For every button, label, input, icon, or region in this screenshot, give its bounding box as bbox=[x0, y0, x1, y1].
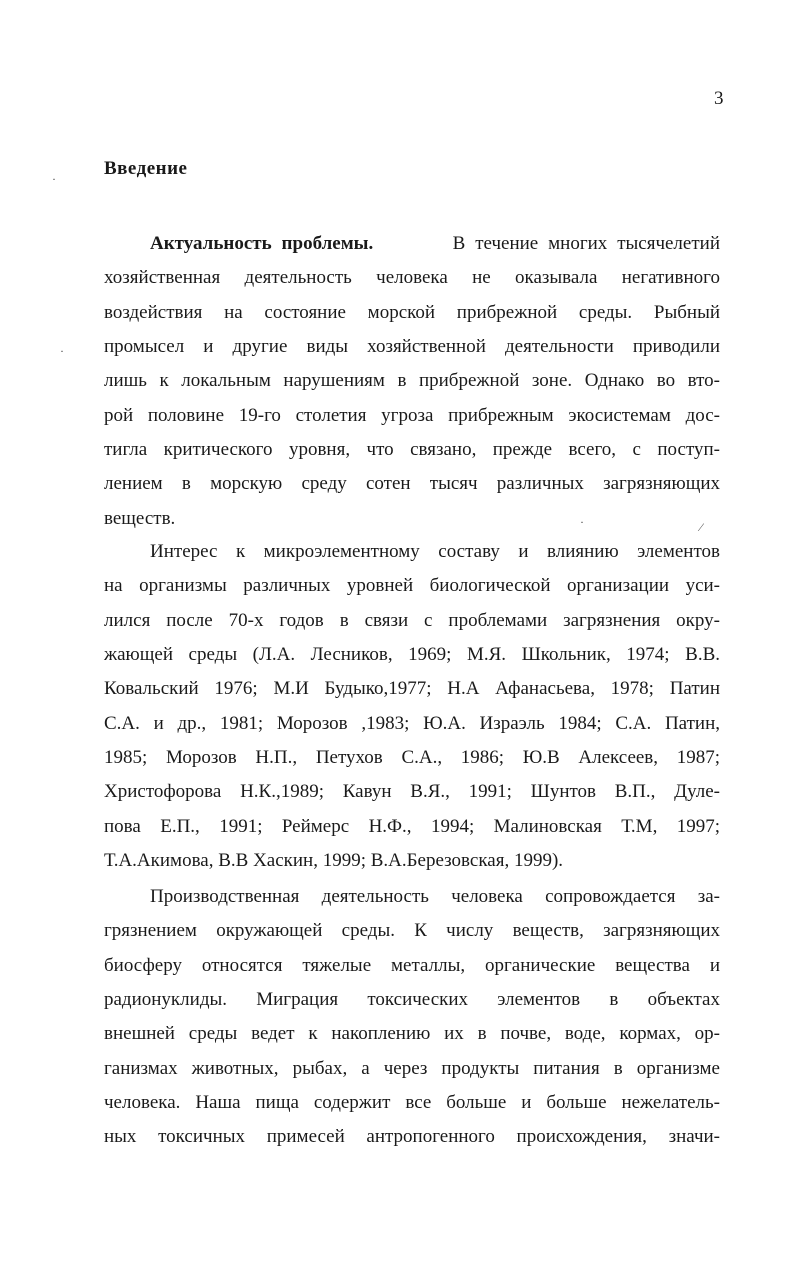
paragraph-line: веществ. bbox=[104, 507, 176, 529]
paragraph-line bbox=[104, 227, 720, 261]
paragraph-line: грязнением окружающей среды. К числу веществ, загрязняющих bbox=[104, 920, 720, 942]
scan-speck: · bbox=[580, 515, 584, 529]
scan-speck: · bbox=[60, 344, 64, 358]
paragraph-line: лением в морскую среду сотен тысяч различных загрязняющих bbox=[104, 473, 720, 495]
paragraph-line: воздействия на состояние морской прибрежной среды. Рыбный bbox=[104, 301, 720, 323]
paragraph-line: ных токсичных примесей антропогенного происхождения, значи- bbox=[104, 1126, 720, 1148]
paragraph-line: 1985; Морозов Н.П., Петухов С.А., 1986; Ю.В Алексеев, 1987; bbox=[104, 747, 720, 769]
paragraph-pollution bbox=[104, 880, 720, 1155]
paragraph-relevance bbox=[104, 227, 720, 536]
paragraph-line: радионуклиды. Миграция токсических элементов в объектах bbox=[104, 989, 720, 1011]
paragraph-line: С.А. и др., 1981; Морозов ,1983; Ю.А. Израэль 1984; С.А. Патин, bbox=[104, 712, 720, 734]
paragraph-lead: Актуальность проблемы. bbox=[150, 233, 374, 254]
paragraph-line: Т.А.Акимова, В.В Хаскин, 1999; В.А.Березовская, 1999). bbox=[104, 850, 564, 872]
scan-speck: · bbox=[52, 172, 56, 186]
paragraph-line: Интерес к микроэлементному составу и влиянию элементов bbox=[150, 541, 720, 562]
paragraph-interest bbox=[104, 535, 720, 878]
paragraph-line: промысел и другие виды хозяйственной деятельности приводили bbox=[104, 336, 720, 358]
paragraph-line: ганизмах животных, рыбах, а через продукты питания в организме bbox=[104, 1057, 720, 1079]
paragraph-line: человека. Наша пища содержит все больше и больше нежелатель- bbox=[104, 1092, 720, 1114]
paragraph-line: на организмы различных уровней биологической организации уси- bbox=[104, 575, 720, 597]
paragraph-line: внешней среды ведет к накоплению их в почве, воде, кормах, ор- bbox=[104, 1023, 720, 1045]
paragraph-line: биосферу относятся тяжелые металлы, органические вещества и bbox=[104, 954, 720, 976]
page-number: 3 bbox=[714, 88, 724, 109]
paragraph-line: тигла критического уровня, что связано, прежде всего, с поступ- bbox=[104, 439, 720, 461]
scan-speck: ⁄ bbox=[700, 520, 703, 534]
section-heading: Введение bbox=[104, 158, 188, 179]
paragraph-line-text: В течение многих тысячелетий bbox=[452, 233, 720, 254]
paragraph-line: рой половине 19-го столетия угроза прибрежным экосистемам дос- bbox=[104, 404, 720, 426]
paragraph-line: лишь к локальным нарушениям в прибрежной зоне. Однако во вто- bbox=[104, 370, 720, 392]
paragraph-line: жающей среды (Л.А. Лесников, 1969; М.Я. Школьник, 1974; В.В. bbox=[104, 644, 720, 666]
paragraph-line: Христофорова Н.К.,1989; Кавун В.Я., 1991; Шунтов В.П., Дуле- bbox=[104, 781, 720, 803]
paragraph-line: лился после 70-х годов в связи с проблемами загрязнения окру- bbox=[104, 609, 720, 631]
paragraph-line: Производственная деятельность человека сопровождается за- bbox=[150, 886, 720, 907]
paragraph-line: Ковальский 1976; М.И Будыко,1977; Н.А Афанасьева, 1978; Патин bbox=[104, 678, 720, 700]
paragraph-line: пова Е.П., 1991; Реймерс Н.Ф., 1994; Малиновская Т.М, 1997; bbox=[104, 815, 720, 837]
paragraph-line: хозяйственная деятельность человека не оказывала негативного bbox=[104, 267, 720, 289]
